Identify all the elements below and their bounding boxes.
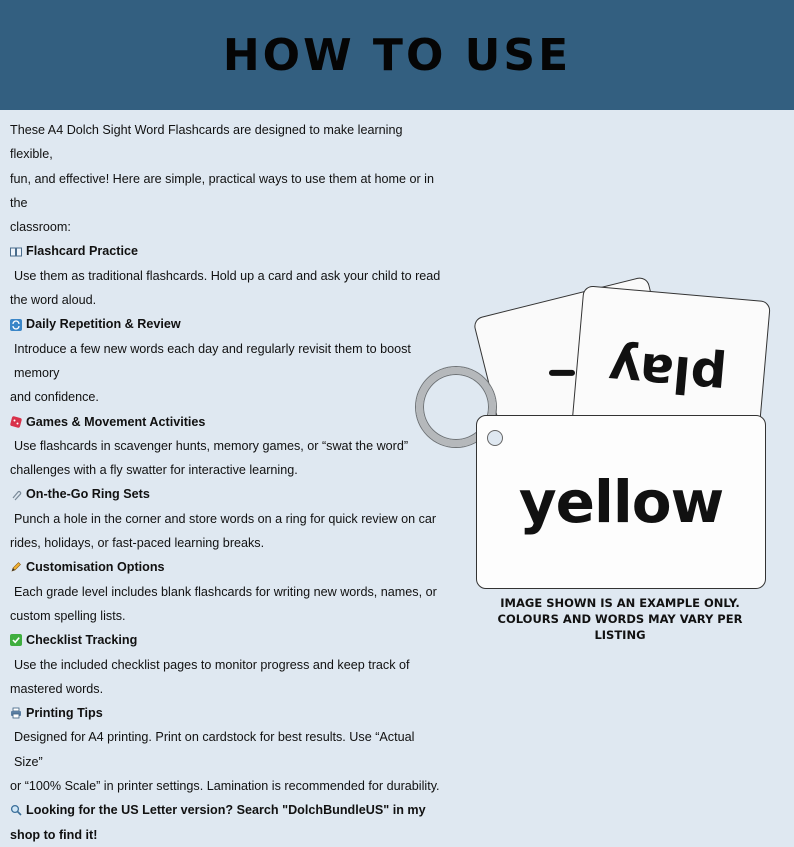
note-text: shop to find it! — [10, 827, 98, 842]
intro-line: fun, and effective! Here are simple, practical ways to use them at home or in the — [10, 171, 434, 210]
section-heading-games — [10, 410, 442, 434]
us-letter-note — [10, 798, 442, 822]
repeat-icon — [10, 319, 22, 331]
instructions-text — [10, 118, 442, 847]
caption-line: LISTING — [594, 628, 646, 642]
note-text: Looking for the US Letter version? Search "DolchBundleUS" in my — [26, 803, 426, 818]
printer-icon — [10, 707, 22, 719]
section-text: Use flashcards in scavenger hunts, memory games, or “swat the word” — [14, 438, 409, 453]
checkbox-icon — [10, 634, 22, 646]
book-icon — [10, 246, 22, 258]
section-heading-ring-sets — [10, 482, 442, 506]
section-text: Designed for A4 printing. Print on cardstock for best results. Use “Actual Size” — [14, 730, 415, 769]
section-text: Use them as traditional flashcards. Hold up a card and ask your child to read — [14, 268, 441, 283]
section-text: the word aloud. — [10, 293, 97, 308]
magnifier-icon — [10, 804, 22, 816]
section-title: Games & Movement Activities — [26, 414, 206, 429]
intro-line: These A4 Dolch Sight Word Flashcards are designed to make learning flexible, — [10, 123, 403, 162]
caption-line: IMAGE SHOWN IS AN EXAMPLE ONLY. — [500, 596, 740, 610]
punch-hole — [487, 430, 503, 446]
flashcard-word: yellow — [518, 468, 724, 536]
caption-line: COLOURS AND WORDS MAY VARY PER — [497, 612, 743, 626]
section-text: Each grade level includes blank flashcards for writing new words, names, or — [14, 584, 437, 599]
section-text: Punch a hole in the corner and store words on a ring for quick review on car — [14, 511, 437, 526]
intro-line: classroom: — [10, 220, 71, 235]
section-heading-printing — [10, 701, 442, 725]
pencil-icon — [10, 561, 22, 573]
section-title: Customisation Options — [26, 560, 165, 575]
section-text: Introduce a few new words each day and regularly revisit them to boost memory — [14, 341, 411, 380]
section-text: or “100% Scale” in printer settings. Lamination is recommended for durability. — [10, 779, 440, 794]
section-heading-checklist — [10, 628, 442, 652]
dice-icon — [10, 416, 22, 428]
section-title: On-the-Go Ring Sets — [26, 487, 150, 502]
paperclip-icon — [10, 489, 22, 501]
flashcard-front — [476, 415, 766, 589]
section-heading-daily-repetition — [10, 312, 442, 336]
image-disclaimer — [490, 595, 750, 643]
card-letter-fragment — [549, 370, 575, 376]
header-banner — [0, 0, 794, 110]
section-title: Checklist Tracking — [26, 633, 138, 648]
section-text: mastered words. — [10, 681, 104, 696]
flashcard-word: play — [606, 338, 729, 407]
section-text: and confidence. — [10, 390, 99, 405]
flashcard-example-image — [410, 265, 780, 595]
section-text: Use the included checklist pages to monitor progress and keep track of — [14, 657, 410, 672]
section-title: Flashcard Practice — [26, 244, 139, 259]
section-heading-flashcard-practice — [10, 239, 442, 263]
section-text: challenges with a fly swatter for interactive learning. — [10, 463, 298, 478]
section-text: rides, holidays, or fast-paced learning breaks. — [10, 536, 265, 551]
page-title: HOW TO USE — [222, 29, 572, 81]
section-text: custom spelling lists. — [10, 608, 126, 623]
section-heading-customisation — [10, 555, 442, 579]
section-title: Daily Repetition & Review — [26, 317, 181, 332]
section-title: Printing Tips — [26, 706, 103, 721]
